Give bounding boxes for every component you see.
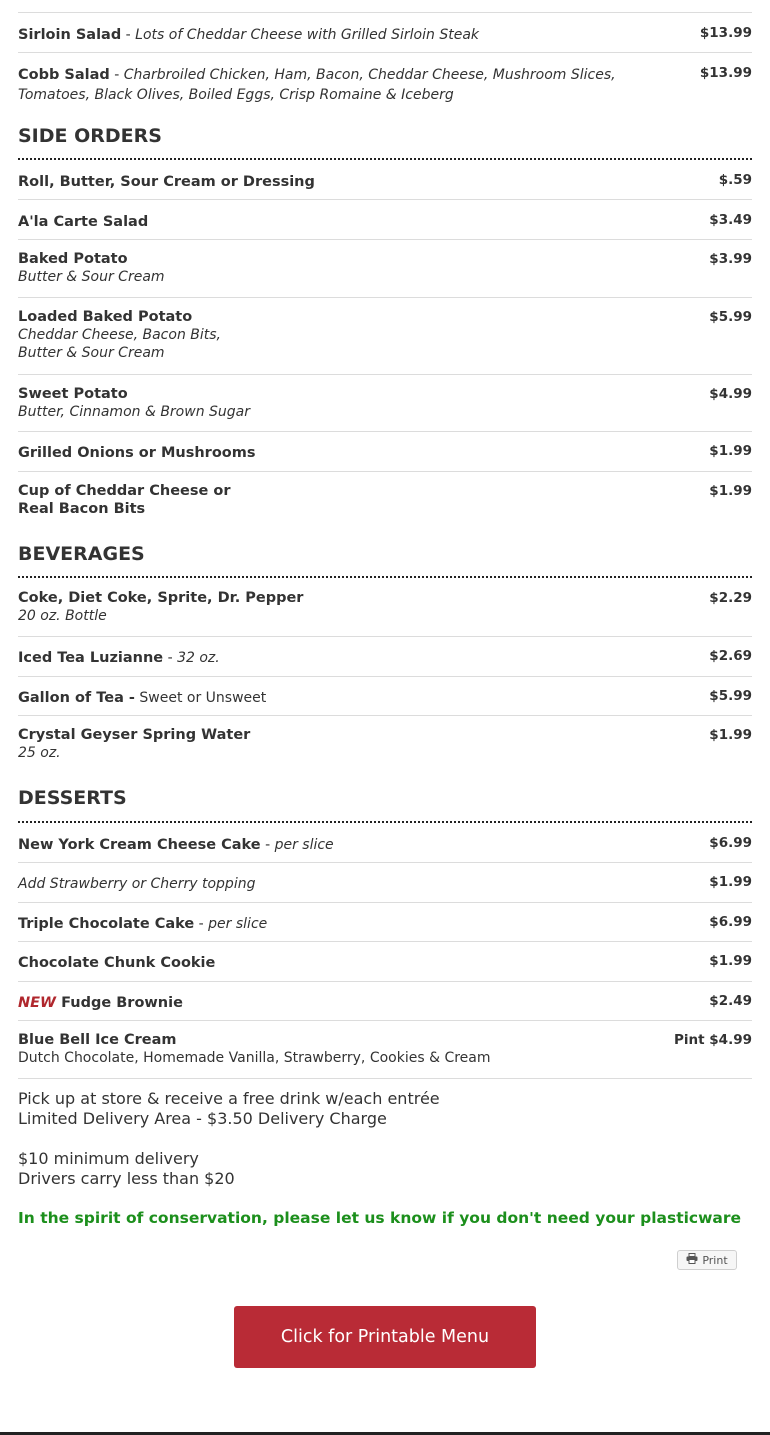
item-name: Roll, Butter, Sour Cream or Dressing xyxy=(18,174,315,190)
item-desc: Lots of Cheddar Cheese with Grilled Sirloin Steak xyxy=(135,27,480,43)
item-name: Blue Bell Ice Cream xyxy=(18,1032,177,1048)
item-desc: Dutch Chocolate, Homemade Vanilla, Strawberry, Cookies & Cream xyxy=(18,1050,491,1066)
item-name: New York Cream Cheese Cake xyxy=(18,837,261,853)
printer-icon xyxy=(686,1253,698,1267)
separator: - xyxy=(109,67,124,83)
item-name: Loaded Baked Potato xyxy=(18,309,193,325)
list-item xyxy=(18,982,752,1021)
item-price: $13.99 xyxy=(699,25,752,41)
item-desc: 32 oz. xyxy=(177,650,220,666)
separator: - xyxy=(194,916,209,932)
item-price: $1.99 xyxy=(709,443,752,459)
item-price: Pint $4.99 xyxy=(674,1032,752,1048)
item-name: Iced Tea Luzianne xyxy=(18,650,164,666)
list-item xyxy=(18,53,752,103)
section-title-side-orders: SIDE ORDERS xyxy=(18,125,162,147)
item-price: $5.99 xyxy=(709,688,752,704)
item-price: $3.99 xyxy=(709,251,752,267)
item-price: $5.99 xyxy=(709,309,752,325)
item-name: Real Bacon Bits xyxy=(18,501,146,517)
item-price: $.59 xyxy=(718,172,752,188)
list-item xyxy=(18,200,752,240)
drivers-note: Drivers carry less than $20 xyxy=(18,1169,235,1188)
item-price: $1.99 xyxy=(709,953,752,969)
list-item xyxy=(18,716,752,774)
item-price: $2.29 xyxy=(709,590,752,606)
separator: - xyxy=(260,837,275,853)
separator: - xyxy=(163,650,178,666)
item-name: Chocolate Chunk Cookie xyxy=(18,955,216,971)
item-price: $13.99 xyxy=(699,65,752,81)
list-item xyxy=(18,240,752,298)
item-desc: per slice xyxy=(274,837,334,853)
item-name: Crystal Geyser Spring Water xyxy=(18,727,251,743)
list-item xyxy=(18,432,752,472)
item-price: $2.49 xyxy=(709,993,752,1009)
list-item xyxy=(18,942,752,982)
list-item xyxy=(18,578,752,637)
item-desc: Cheddar Cheese, Bacon Bits, xyxy=(18,327,221,343)
item-desc: Charbroiled Chicken, Ham, Bacon, Cheddar Cheese, Mushroom Slices, Tomatoes, Black Olives, Boiled Eggs, Crisp Romaine & Iceberg xyxy=(18,67,616,103)
item-desc: Add Strawberry or Cherry topping xyxy=(18,876,256,892)
pickup-note: Pick up at store & receive a free drink w/each entrée xyxy=(18,1089,440,1108)
item-desc: 20 oz. Bottle xyxy=(18,608,107,624)
item-desc: Sweet or Unsweet xyxy=(134,690,267,706)
list-item xyxy=(18,863,752,903)
item-name: Triple Chocolate Cake xyxy=(18,916,195,932)
list-item xyxy=(18,298,752,375)
list-item xyxy=(18,903,752,942)
conservation-note: In the spirit of conservation, please let us know if you don't need your plasticware xyxy=(18,1209,742,1227)
item-price: $1.99 xyxy=(709,874,752,890)
section-title-desserts: DESSERTS xyxy=(18,787,127,809)
item-price: $3.49 xyxy=(709,212,752,228)
delivery-note: Limited Delivery Area - $3.50 Delivery Charge xyxy=(18,1109,387,1128)
list-item xyxy=(18,677,752,716)
item-desc: per slice xyxy=(208,916,268,932)
section-title-beverages: BEVERAGES xyxy=(18,543,145,565)
list-item xyxy=(18,472,752,530)
separator: - xyxy=(121,27,136,43)
item-name: Cup of Cheddar Cheese or xyxy=(18,483,231,499)
print-label: Print xyxy=(702,1253,728,1267)
list-item xyxy=(18,1021,752,1079)
item-price: $1.99 xyxy=(709,727,752,743)
list-item xyxy=(18,637,752,677)
print-button[interactable] xyxy=(677,1250,737,1270)
item-price: $6.99 xyxy=(709,914,752,930)
item-desc: 25 oz. xyxy=(18,745,61,761)
item-name: Gallon of Tea - xyxy=(18,690,135,706)
item-desc: Butter & Sour Cream xyxy=(18,345,165,361)
printable-menu-button[interactable]: Click for Printable Menu xyxy=(234,1306,536,1368)
item-name: Coke, Diet Coke, Sprite, Dr. Pepper xyxy=(18,590,304,606)
item-name: Grilled Onions or Mushrooms xyxy=(18,445,256,461)
item-price: $1.99 xyxy=(709,483,752,499)
item-price: $6.99 xyxy=(709,835,752,851)
list-item xyxy=(18,375,752,432)
item-desc: Butter & Sour Cream xyxy=(18,269,165,285)
item-name: Sirloin Salad xyxy=(18,27,122,43)
item-name: Sweet Potato xyxy=(18,386,128,402)
new-badge: NEW xyxy=(18,995,57,1011)
item-name: Fudge Brownie xyxy=(56,995,183,1011)
item-name: Cobb Salad xyxy=(18,67,110,83)
item-desc: Butter, Cinnamon & Brown Sugar xyxy=(18,404,251,420)
item-price: $2.69 xyxy=(709,648,752,664)
list-item xyxy=(18,13,752,53)
minimum-note: $10 minimum delivery xyxy=(18,1149,199,1168)
item-name: Baked Potato xyxy=(18,251,128,267)
item-price: $4.99 xyxy=(709,386,752,402)
item-name: A'la Carte Salad xyxy=(18,214,149,230)
list-item xyxy=(18,160,752,200)
list-item xyxy=(18,823,752,863)
